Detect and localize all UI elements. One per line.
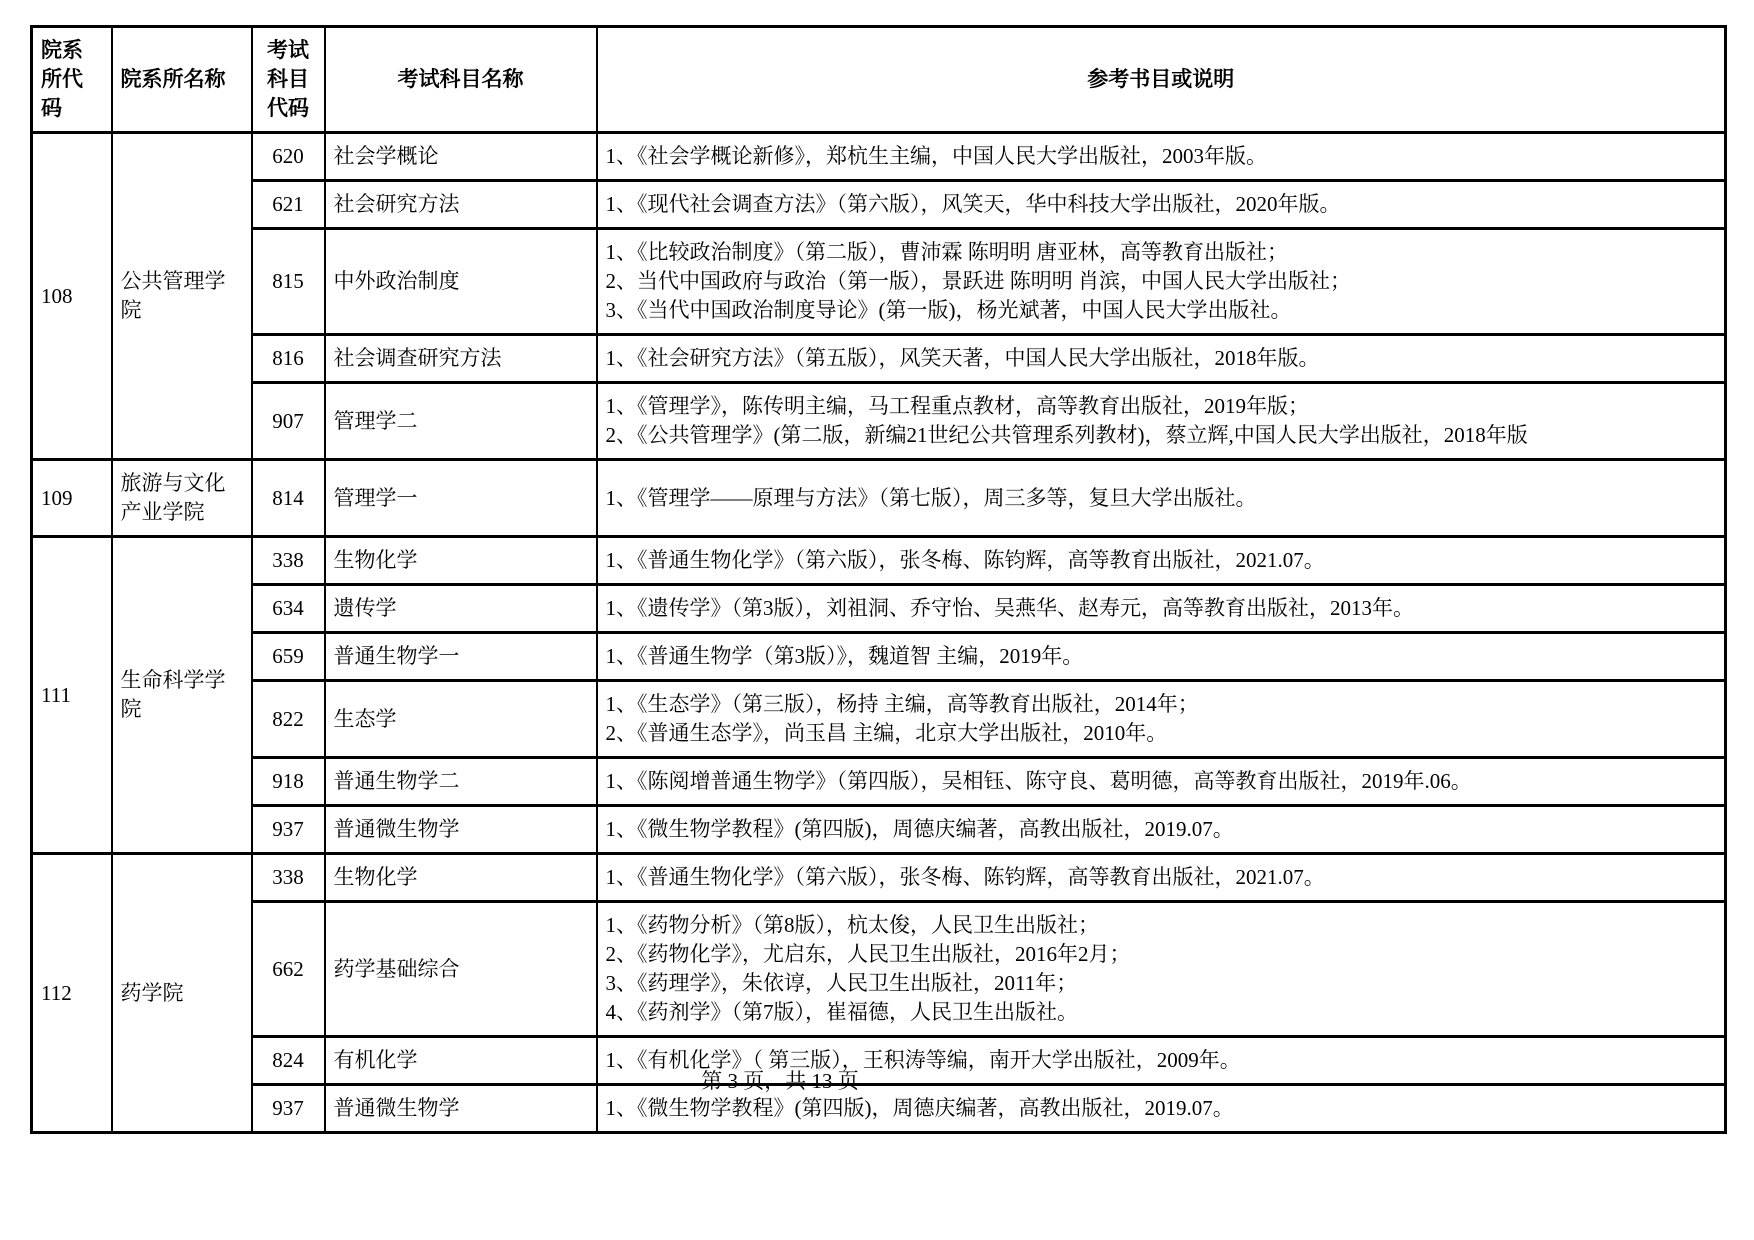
- reference-line: 1、《药物分析》（第8版），杭太俊，人民卫生出版社；: [605, 913, 1099, 937]
- reference-books-cell: [597, 383, 1726, 460]
- reference-line: 1、《社会学概论新修》，郑杭生主编，中国人民大学出版社，2003年版。: [605, 144, 1267, 168]
- subject-name-cell: 社会学概论: [325, 133, 597, 181]
- subject-code-cell: 662: [252, 902, 325, 1037]
- subject-name-cell: 管理学一: [325, 460, 597, 537]
- table-row: [32, 229, 1726, 335]
- dept-code-cell: 108: [32, 133, 112, 460]
- subject-code-cell: 816: [252, 335, 325, 383]
- reference-line: 1、《普通生物化学》（第六版），张冬梅、陈钧辉，高等教育出版社，2021.07。: [605, 548, 1325, 572]
- column-header-4: 考试科目名称: [325, 27, 597, 133]
- dept-code-cell: 111: [32, 537, 112, 854]
- column-header-5: 参考书目或说明: [597, 27, 1726, 133]
- subject-name-cell: 社会调查研究方法: [325, 335, 597, 383]
- subject-name-cell: 生物化学: [325, 854, 597, 902]
- subject-name-cell: 普通微生物学: [325, 806, 597, 854]
- reference-books-cell: [597, 633, 1726, 681]
- reference-books-cell: [597, 133, 1726, 181]
- subject-name-cell: 普通生物学一: [325, 633, 597, 681]
- subject-name-cell: 生物化学: [325, 537, 597, 585]
- subject-code-cell: 338: [252, 537, 325, 585]
- dept-name-cell: 生命科学学院: [112, 537, 252, 854]
- subject-code-cell: 937: [252, 806, 325, 854]
- reference-line: 1、《有机化学》（ 第三版），王积涛等编，南开大学出版社，2009年。: [605, 1048, 1241, 1072]
- subject-code-cell: 918: [252, 758, 325, 806]
- column-header-3: 考试科目代码: [252, 27, 325, 133]
- subject-name-cell: 社会研究方法: [325, 181, 597, 229]
- subject-code-cell: 814: [252, 460, 325, 537]
- dept-code-cell: 112: [32, 854, 112, 1133]
- reference-line: 1、《遗传学》（第3版），刘祖洞、乔守怡、吴燕华、赵寿元，高等教育出版社，2013年。: [605, 596, 1414, 620]
- subject-code-cell: 815: [252, 229, 325, 335]
- reference-line: 1、《社会研究方法》（第五版），风笑天著，中国人民大学出版社，2018年版。: [605, 346, 1320, 370]
- reference-line: 1、《普通生物学（第3版）》，魏道智 主编，2019年。: [605, 644, 1084, 668]
- subject-name-cell: 普通生物学二: [325, 758, 597, 806]
- reference-books-cell: [597, 229, 1726, 335]
- table-row: [32, 633, 1726, 681]
- subject-name-cell: 普通微生物学: [325, 1085, 597, 1133]
- dept-name-cell: 旅游与文化产业学院: [112, 460, 252, 537]
- subject-code-cell: 937: [252, 1085, 325, 1133]
- subject-code-cell: 822: [252, 681, 325, 758]
- subject-name-cell: 药学基础综合: [325, 902, 597, 1037]
- subject-code-cell: 824: [252, 1037, 325, 1085]
- subject-code-cell: 634: [252, 585, 325, 633]
- table-row: [32, 585, 1726, 633]
- reference-books-cell: [597, 335, 1726, 383]
- table-row: [32, 460, 1726, 537]
- column-header-1: 院系所代码: [32, 27, 112, 133]
- subject-name-cell: 生态学: [325, 681, 597, 758]
- reference-line: 1、《生态学》（第三版），杨持 主编，高等教育出版社，2014年；: [605, 692, 1199, 716]
- table-row: [32, 383, 1726, 460]
- table-row: [32, 758, 1726, 806]
- subject-code-cell: 621: [252, 181, 325, 229]
- table-row: [32, 335, 1726, 383]
- subject-code-cell: 620: [252, 133, 325, 181]
- reference-line: 2、当代中国政府与政治（第一版），景跃进 陈明明 肖滨，中国人民大学出版社；: [605, 269, 1351, 293]
- reference-books-cell: [597, 585, 1726, 633]
- reference-line: 3、《药理学》，朱依谆，人民卫生出版社，2011年；: [605, 971, 1078, 995]
- subject-code-cell: 659: [252, 633, 325, 681]
- table-header-row: [32, 27, 1726, 133]
- reference-line: 4、《药剂学》（第7版），崔福德，人民卫生出版社。: [605, 1000, 1078, 1024]
- subject-name-cell: 遗传学: [325, 585, 597, 633]
- reference-line: 3、《当代中国政治制度导论》(第一版)，杨光斌著，中国人民大学出版社。: [605, 298, 1292, 322]
- table-row: [32, 133, 1726, 181]
- reference-books-cell: [597, 537, 1726, 585]
- reference-line: 2、《公共管理学》(第二版，新编21世纪公共管理系列教材)，蔡立辉,中国人民大学出版社，2018年版: [605, 423, 1528, 447]
- reference-line: 1、《微生物学教程》(第四版)，周德庆编著，高教出版社，2019.07。: [605, 1096, 1234, 1120]
- reference-books-cell: [597, 758, 1726, 806]
- reference-line: 1、《普通生物化学》（第六版），张冬梅、陈钧辉，高等教育出版社，2021.07。: [605, 865, 1325, 889]
- subject-code-cell: 338: [252, 854, 325, 902]
- reference-line: 1、《比较政治制度》（第二版），曹沛霖 陈明明 唐亚林，高等教育出版社；: [605, 240, 1288, 264]
- reference-books-cell: [597, 681, 1726, 758]
- reference-books-cell: [597, 902, 1726, 1037]
- reference-line: 1、《现代社会调查方法》（第六版），风笑天，华中科技大学出版社，2020年版。: [605, 192, 1341, 216]
- reference-line: 1、《微生物学教程》(第四版)，周德庆编著，高教出版社，2019.07。: [605, 817, 1234, 841]
- reference-line: 2、《普通生态学》，尚玉昌 主编，北京大学出版社，2010年。: [605, 721, 1168, 745]
- reference-books-cell: [597, 181, 1726, 229]
- table-row: [32, 181, 1726, 229]
- subject-code-cell: 907: [252, 383, 325, 460]
- dept-name-cell: 公共管理学院: [112, 133, 252, 460]
- page-number-footer: 第 3 页，共 13 页: [701, 1069, 859, 1093]
- table-row: [32, 681, 1726, 758]
- reference-books-cell: [597, 854, 1726, 902]
- reference-line: 1、《管理学——原理与方法》（第七版），周三多等，复旦大学出版社。: [605, 485, 1257, 510]
- table-row: [32, 902, 1726, 1037]
- reference-books-cell: [597, 460, 1726, 537]
- reference-line: 1、《管理学》，陈传明主编，马工程重点教材，高等教育出版社，2019年版；: [605, 394, 1309, 418]
- subject-name-cell: 有机化学: [325, 1037, 597, 1085]
- subject-name-cell: 中外政治制度: [325, 229, 597, 335]
- subject-name-cell: 管理学二: [325, 383, 597, 460]
- column-header-2: 院系所名称: [112, 27, 252, 133]
- exam-reference-table: [30, 25, 1727, 1134]
- table-row: [32, 537, 1726, 585]
- table-row: [32, 806, 1726, 854]
- reference-line: 2、《药物化学》，尤启东，人民卫生出版社，2016年2月；: [605, 942, 1131, 966]
- reference-books-cell: [597, 806, 1726, 854]
- dept-code-cell: 109: [32, 460, 112, 537]
- table-row: [32, 854, 1726, 902]
- reference-line: 1、《陈阅增普通生物学》（第四版），吴相钰、陈守良、葛明德，高等教育出版社，2019年.06。: [605, 769, 1472, 793]
- dept-name-cell: 药学院: [112, 854, 252, 1133]
